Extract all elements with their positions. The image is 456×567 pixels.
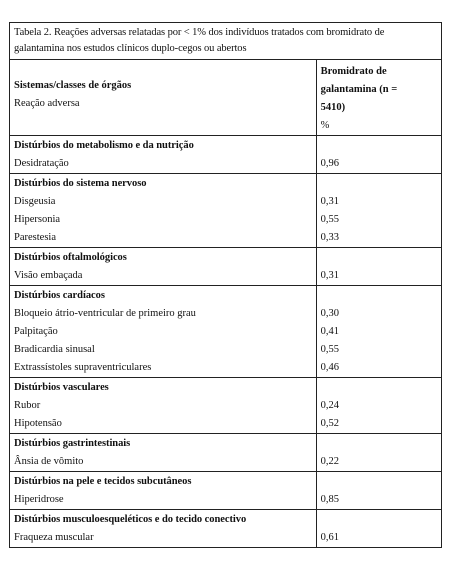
category-group-row	[10, 174, 442, 248]
category-group-row	[10, 248, 442, 286]
value-spacer	[321, 511, 437, 529]
category-cell	[10, 174, 317, 248]
category-heading: Distúrbios vasculares	[14, 382, 109, 393]
value-spacer	[321, 175, 437, 193]
reaction-label: Rubor	[14, 400, 41, 411]
reaction-label: Palpitação	[14, 326, 58, 337]
reaction-label: Desidratação	[14, 158, 69, 169]
category-cell	[10, 510, 317, 548]
header-left-title: Sistemas/classes de órgãos	[14, 80, 132, 91]
reaction-percentage: 0,85	[320, 494, 339, 505]
header-right-line-4: %	[320, 120, 330, 131]
reaction-label: Hipotensão	[14, 418, 62, 429]
reaction-label: Bloqueio átrio-ventricular de primeiro grau	[14, 308, 196, 319]
header-right-line-2: galantamina (n =	[320, 84, 398, 95]
category-group-row	[10, 378, 442, 434]
reaction-label: Parestesia	[14, 232, 56, 243]
reaction-percentage: 0,41	[320, 326, 339, 337]
category-cell	[10, 472, 317, 510]
table-caption: Tabela 2. Reações adversas relatadas por < 1% dos indivíduos tratados com bromidrato de galantamina nos estudos clínicos duplo-cegos ou abertos	[10, 23, 442, 60]
reaction-label: Visão embaçada	[14, 270, 83, 281]
value-spacer	[321, 137, 437, 155]
header-row	[10, 60, 442, 136]
category-group-row	[10, 434, 442, 472]
reaction-percentage: 0,52	[320, 418, 339, 429]
value-cell	[316, 472, 441, 510]
category-cell	[10, 434, 317, 472]
reaction-percentage: 0,55	[320, 214, 339, 225]
reaction-label: Ânsia de vômito	[14, 456, 84, 467]
reaction-percentage: 0,33	[320, 232, 339, 243]
header-left-cell	[10, 60, 317, 136]
header-right-line-1: Bromidrato de	[320, 66, 387, 77]
value-cell	[316, 378, 441, 434]
reaction-label: Fraqueza muscular	[14, 532, 94, 543]
category-group-row	[10, 472, 442, 510]
category-heading: Distúrbios na pele e tecidos subcutâneos	[14, 476, 192, 487]
value-cell	[316, 510, 441, 548]
category-cell	[10, 136, 317, 174]
category-cell	[10, 286, 317, 378]
header-right-line-3: 5410)	[320, 102, 346, 113]
value-cell	[316, 136, 441, 174]
value-spacer	[321, 379, 437, 397]
category-group-row	[10, 286, 442, 378]
reaction-percentage: 0,24	[320, 400, 339, 411]
reaction-percentage: 0,22	[320, 456, 339, 467]
reaction-label: Hiperidrose	[14, 494, 64, 505]
reaction-percentage: 0,46	[320, 362, 339, 373]
category-heading: Distúrbios cardíacos	[14, 290, 105, 301]
header-right-cell	[316, 60, 441, 136]
value-cell	[316, 434, 441, 472]
value-spacer	[321, 287, 437, 305]
reaction-percentage: 0,55	[320, 344, 339, 355]
reaction-label: Hipersonia	[14, 214, 61, 225]
value-cell	[316, 248, 441, 286]
header-left-subtitle: Reação adversa	[14, 98, 80, 109]
category-heading: Distúrbios musculoesqueléticos e do tecido conectivo	[14, 514, 247, 525]
category-cell	[10, 378, 317, 434]
category-group-row	[10, 136, 442, 174]
reaction-percentage: 0,31	[320, 270, 339, 281]
value-spacer	[321, 473, 437, 491]
caption-row	[10, 23, 442, 60]
category-heading: Distúrbios gastrintestinais	[14, 438, 131, 449]
reaction-percentage: 0,61	[320, 532, 339, 543]
reaction-percentage: 0,30	[320, 308, 339, 319]
reaction-label: Disgeusia	[14, 196, 56, 207]
value-cell	[316, 286, 441, 378]
value-spacer	[321, 249, 437, 267]
category-heading: Distúrbios do sistema nervoso	[14, 178, 147, 189]
reaction-percentage: 0,31	[320, 196, 339, 207]
category-group-row	[10, 510, 442, 548]
value-spacer	[321, 435, 437, 453]
adverse-reactions-table	[9, 22, 442, 548]
reaction-label: Extrassístoles supraventriculares	[14, 362, 152, 373]
category-heading: Distúrbios oftalmológicos	[14, 252, 127, 263]
category-heading: Distúrbios do metabolismo e da nutrição	[14, 140, 194, 151]
category-cell	[10, 248, 317, 286]
reaction-label: Bradicardia sinusal	[14, 344, 95, 355]
value-cell	[316, 174, 441, 248]
reaction-percentage: 0,96	[320, 158, 339, 169]
